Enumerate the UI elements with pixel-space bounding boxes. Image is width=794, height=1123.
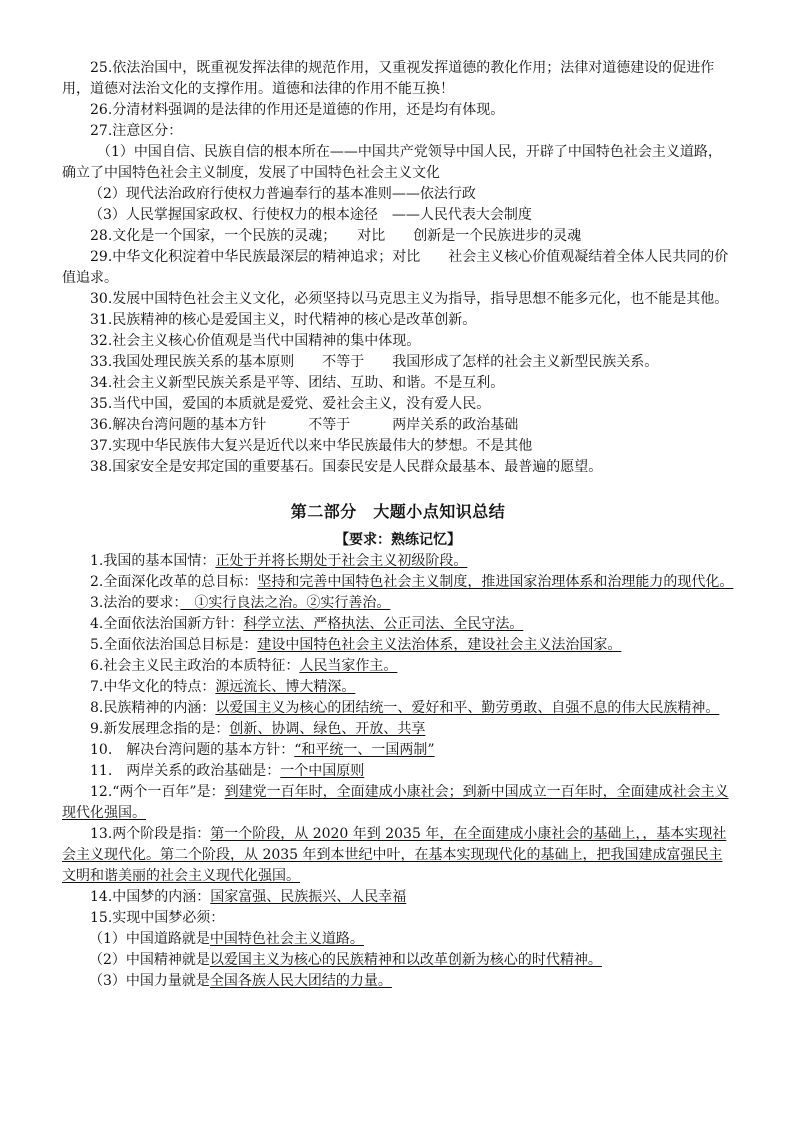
summary-item-13 [62,824,734,887]
summary-item-15 [62,908,734,929]
summary-label: 14.中国梦的内涵： [90,889,211,905]
document-content [62,58,734,992]
summary-item-10 [62,740,734,761]
summary-answer: 以爱国主义为核心的民族精神和以改革创新为核心的时代精神。 [209,952,602,968]
item-35: 35.当代中国，爱国的本质就是爱党、爱社会主义，没有爱人民。 [90,396,491,412]
summary-answer: 一个中国原则 [280,763,365,779]
item-27-sub-3: （3）人民掌握国家政权、行使权力的根本途径 ——人民代表大会制度 [89,207,532,223]
summary-item-15-sub-3 [62,971,734,992]
summary-label: 5.全面依法治国总目标是： [90,637,258,653]
item-32: 32.社会主义核心价值观是当代中国精神的集中体现。 [90,333,421,349]
summary-label: 7.中华文化的特点： [90,679,216,695]
summary-label: 11. 两岸关系的政治基础是： [90,763,281,779]
summary-answer: 到建党一百年时，全面建成小康社会；到新中国成立一百年时，全面建成社会主义现代化强国。 [62,784,729,821]
summary-label: 2.全面深化改革的总目标： [90,574,258,590]
summary-label: 4.全面依法治国新方针： [90,616,244,632]
item-33: 33.我国处理民族关系的基本原则 不等于 我国形成了怎样的社会主义新型民族关系。 [90,354,659,370]
summary-answer: 源远流长、博大精深。 [215,679,356,695]
summary-answer: 正处于并将长期处于社会主义初级阶段。 [215,553,468,569]
summary-item-15-sub-1 [62,929,734,950]
summary-item-12 [62,782,734,824]
summary-item-2 [62,572,734,593]
item-27-sub-2: （2）现代法治政府行使权力普遍奉行的基本准则——依法行政 [89,186,476,202]
requirement-label: 【要求：熟练记忆】 [335,532,461,548]
item-30: 30.发展中国特色社会主义文化，必须坚持以马克思主义为指导，指导思想不能多元化，也不能是其他。 [90,291,729,307]
item-25: 25.依法治国中，既重视发挥法律的规范作用，又重视发挥道德的教化作用；法律对道德建设的促进作用，道德对法治文化的支撑作用。道德和法律的作用不能互换！ [62,60,715,97]
summary-item-3 [62,593,734,614]
summary-item-4 [62,614,734,635]
summary-item-15-sub-2 [62,950,734,971]
summary-answer: 坚持和完善中国特色社会主义制度，推进国家治理体系和治理能力的现代化。 [257,574,734,590]
summary-label: 10. 解决台湾问题的基本方针： [90,742,295,758]
item-34: 34.社会主义新型民族关系是平等、团结、互助、和谐。不是互利。 [90,375,505,391]
summary-item-9 [62,719,734,740]
summary-label: （1）中国道路就是 [89,931,210,947]
item-27-sub-1: （1）中国自信、民族自信的根本所在——中国共产党领导中国人民，开辟了中国特色社会主义道路，确立了中国特色社会主义制度，发展了中国特色社会主义文化 [62,144,722,181]
item-36: 36.解决台湾问题的基本方针 不等于 两岸关系的政治基础 [90,417,519,433]
section-heading: 第二部分 大题小点知识总结 [290,502,506,521]
summary-answer: 全国各族人民大团结的力量。 [209,973,392,989]
summary-item-7 [62,677,734,698]
summary-item-11 [62,761,734,782]
summary-label: 9.新发展理念指的是： [90,721,230,737]
item-37: 37.实现中华民族伟大复兴是近代以来中华民族最伟大的梦想。不是其他 [90,438,533,454]
summary-label: 1.我国的基本国情： [90,553,216,569]
summary-answer: 建设中国特色社会主义法治体系，建设社会主义法治国家。 [257,637,622,653]
summary-answer: 第一个阶段，从 2020 年到 2035 年，在全面建成小康社会的基础上，，基本实现社会主义现代化。第二个阶段，从 2035 年到本世纪中叶，在基本实现现代化的基础上，把我国建成富强民主文明和谐美丽的社会主义现代化强国。 [62,826,727,884]
summary-item-1 [62,551,734,572]
summary-label: 15.实现中国梦必须： [90,910,225,926]
item-38: 38.国家安全是安邦定国的重要基石。国泰民安是人民群众最基本、最普遍的愿望。 [90,459,603,475]
item-31: 31.民族精神的核心是爱国主义，时代精神的核心是改革创新。 [90,312,477,328]
summary-label: 13.两个阶段是指： [90,826,211,842]
summary-label: 12.“两个一百年”是： [90,784,225,800]
summary-answer: 国家富强、民族振兴、人民幸福 [210,889,407,905]
summary-answer: 创新、协调、绿色、开放、共享 [229,721,426,737]
summary-answer: “和平统一、一国两制” [294,742,435,758]
summary-item-14 [62,887,734,908]
item-28: 28.文化是一个国家，一个民族的灵魂； 对比 创新是一个民族进步的灵魂 [90,228,582,244]
summary-answer: 中国特色社会主义道路。 [209,931,364,947]
summary-label: （3）中国力量就是 [89,973,210,989]
item-29: 29.中华文化积淀着中华民族最深层的精神追求；对比 社会主义核心价值观凝结着全体人民共同的价值追求。 [62,249,729,286]
summary-answer: 以爱国主义为核心的团结统一、爱好和平、勤劳勇敢、自强不息的伟大民族精神。 [215,700,720,716]
summary-answer: ①实行良法之治。②实行善治。 [180,595,391,611]
summary-label: 3.法治的要求： [90,595,181,611]
summary-item-8 [62,698,734,719]
summary-label: 8.民族精神的内涵： [90,700,216,716]
summary-label: （2）中国精神就是 [89,952,210,968]
item-26: 26.分清材料强调的是法律的作用还是道德的作用，还是均有体现。 [90,102,505,118]
summary-label: 6.社会主义民主政治的本质特征： [90,658,300,674]
summary-answer: 科学立法、严格执法、公正司法、全民守法。 [243,616,524,632]
summary-item-5 [62,635,734,656]
summary-answer: 人民当家作主。 [299,658,398,674]
summary-item-6 [62,656,734,677]
item-27: 27.注意区分： [90,123,183,139]
